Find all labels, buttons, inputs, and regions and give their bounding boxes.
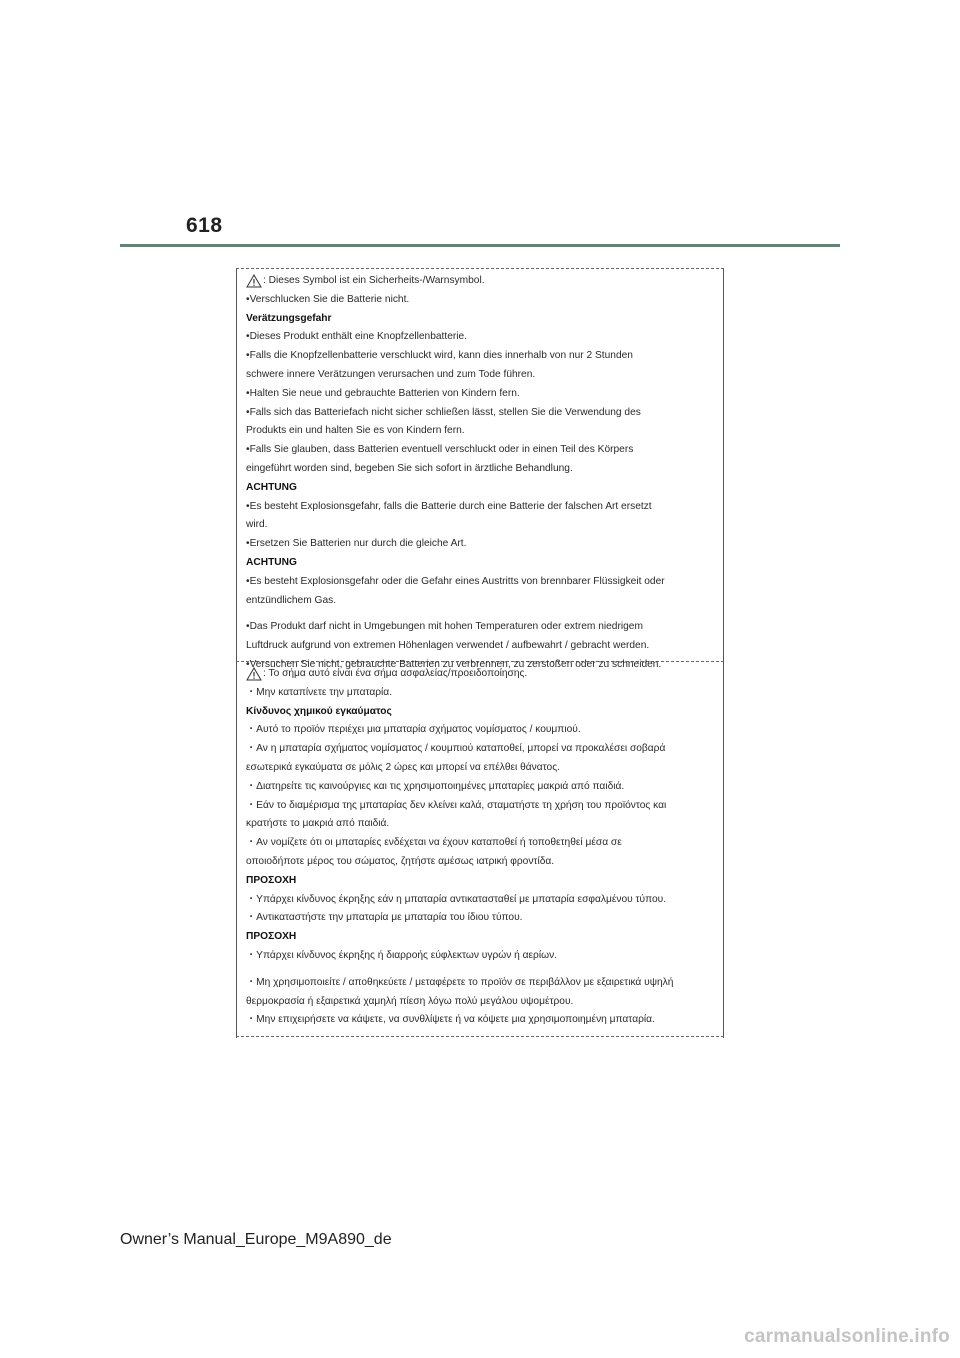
- greek-symbol-line: [246, 665, 720, 684]
- german-warning-section: [246, 272, 720, 675]
- warning-text-line: ・Υπάρχει κίνδυνος έκρηξης εάν η μπαταρία αντικατασταθεί με μπαταρία εσφαλμένου τύπου.: [246, 893, 667, 905]
- warning-text-line: ・Διατηρείτε τις καινούργιες και τις χρησιμοποιημένες μπαταρίες μακριά από παιδιά.: [246, 780, 625, 792]
- warning-heading: ACHTUNG: [246, 556, 297, 568]
- warning-text-line: ・Αντικαταστήστε την μπαταρία με μπαταρία του ίδιου τύπου.: [246, 912, 523, 924]
- warning-heading: Verätzungsgefahr: [246, 312, 332, 324]
- warning-heading: ACHTUNG: [246, 481, 297, 493]
- greek-lines: [246, 684, 720, 1030]
- warning-text-line: Produkts ein und halten Sie es von Kindern fern.: [246, 425, 465, 437]
- warning-text-line: Luftdruck aufgrund von extremen Höhenlagen verwendet / aufbewahrt / gebracht werden.: [246, 640, 650, 652]
- german-symbol-line: [246, 272, 720, 291]
- warning-text-line: •Es besteht Explosionsgefahr, falls die Batterie durch eine Batterie der falschen Art ersetzt: [246, 500, 652, 512]
- warning-text-line: εσωτερικά εγκαύματα σε μόλις 2 ώρες και μπορεί να επέλθει θάνατος.: [246, 761, 560, 773]
- warning-text-line: schwere innere Verätzungen verursachen und zum Tode führen.: [246, 368, 536, 380]
- warning-heading: ΠΡΟΣΟΧΗ: [246, 874, 297, 886]
- warning-triangle-icon: [246, 667, 262, 681]
- warning-text-line: •Es besteht Explosionsgefahr oder die Gefahr eines Austritts von brennbarer Flüssigkeit oder: [246, 575, 665, 587]
- warning-text-line: eingeführt worden sind, begeben Sie sich sofort in ärztliche Behandlung.: [246, 462, 573, 474]
- warning-text-line: •Das Produkt darf nicht in Umgebungen mit hohen Temperaturen oder extrem niedrigem: [246, 621, 643, 633]
- page-number: 618: [186, 214, 223, 237]
- warning-text-line: wird.: [246, 519, 268, 531]
- german-lines: [246, 291, 720, 675]
- warning-text-line: ・Αυτό το προϊόν περιέχει μια μπαταρία σχήματος νομίσματος / κουμπιού.: [246, 724, 581, 736]
- warning-text-line: ・Αν νομίζετε ότι οι μπαταρίες ενδέχεται να έχουν καταποθεί ή τοποθετηθεί μέσα σε: [246, 837, 622, 849]
- warning-heading: Κίνδυνος χημικού εγκαύματος: [246, 705, 392, 717]
- warning-text-line: •Halten Sie neue und gebrauchte Batterien von Kindern fern.: [246, 387, 520, 399]
- warning-text-line: θερμοκρασία ή εξαιρετικά χαμηλή πίεση λόγω πολύ μεγάλου υψομέτρου.: [246, 995, 574, 1007]
- warning-text-line: ・Μην καταπίνετε την μπαταρία.: [246, 686, 393, 698]
- warning-text-line: •Dieses Produkt enthält eine Knopfzellenbatterie.: [246, 331, 468, 343]
- warning-text-line: entzündlichem Gas.: [246, 594, 337, 606]
- greek-symbol-text: : Το σήμα αυτό είναι ένα σήμα ασφαλείας/προειδοποίησης.: [263, 668, 528, 679]
- warning-heading: ΠΡΟΣΟΧΗ: [246, 931, 297, 943]
- german-symbol-text: : Dieses Symbol ist ein Sicherheits-/Warnsymbol.: [263, 275, 485, 286]
- warning-text-line: ・Μη χρησιμοποιείτε / αποθηκεύετε / μεταφέρετε το προϊόν σε περιβάλλον με εξαιρετικά υψηλή: [246, 976, 674, 988]
- warning-text-line: ・Υπάρχει κίνδυνος έκρηξης ή διαρροής εύφλεκτων υγρών ή αερίων.: [246, 949, 557, 961]
- warning-triangle-icon: [246, 274, 262, 288]
- site-watermark: carmanualsonline.info: [744, 1326, 950, 1347]
- box-top-border: [236, 268, 724, 269]
- warning-text-line: κρατήστε το μακριά από παιδιά.: [246, 818, 390, 830]
- warning-text-line: ・Εάν το διαμέρισμα της μπαταρίας δεν κλείνει καλά, σταματήστε τη χρήση του προϊόντος και: [246, 799, 667, 811]
- warning-text-line: •Versuchen Sie nicht, gebrauchte Batterien zu verbrennen, zu zerstoßen oder zu schneiden.: [246, 658, 662, 670]
- header-rule: [120, 244, 840, 247]
- warning-text-line: •Verschlucken Sie die Batterie nicht.: [246, 293, 410, 305]
- warning-text-line: ・Μην επιχειρήσετε να κάψετε, να συνθλίψετε ή να κόψετε μια χρησιμοποιημένη μπαταρία.: [246, 1014, 655, 1026]
- warning-text-line: •Falls Sie glauben, dass Batterien eventuell verschluckt oder in einen Teil des Körpers: [246, 444, 634, 456]
- greek-warning-section: [246, 665, 720, 1030]
- warning-text-line: ・Αν η μπαταρία σχήματος νομίσματος / κουμπιού καταποθεί, μπορεί να προκαλέσει σοβαρά: [246, 743, 666, 755]
- warning-text-line: οποιοδήποτε μέρος του σώματος, ζητήστε αμέσως ιατρική φροντίδα.: [246, 855, 555, 867]
- warning-text-line: •Ersetzen Sie Batterien nur durch die gleiche Art.: [246, 538, 467, 550]
- warning-text-line: •Falls sich das Batteriefach nicht sicher schließen lässt, stellen Sie die Verwendung des: [246, 406, 641, 418]
- manual-identifier: Owner’s Manual_Europe_M9A890_de: [120, 1231, 392, 1248]
- warning-text-line: •Falls die Knopfzellenbatterie verschluckt wird, kann dies innerhalb von nur 2 Stunden: [246, 350, 633, 362]
- box-bottom-border: [236, 1036, 724, 1037]
